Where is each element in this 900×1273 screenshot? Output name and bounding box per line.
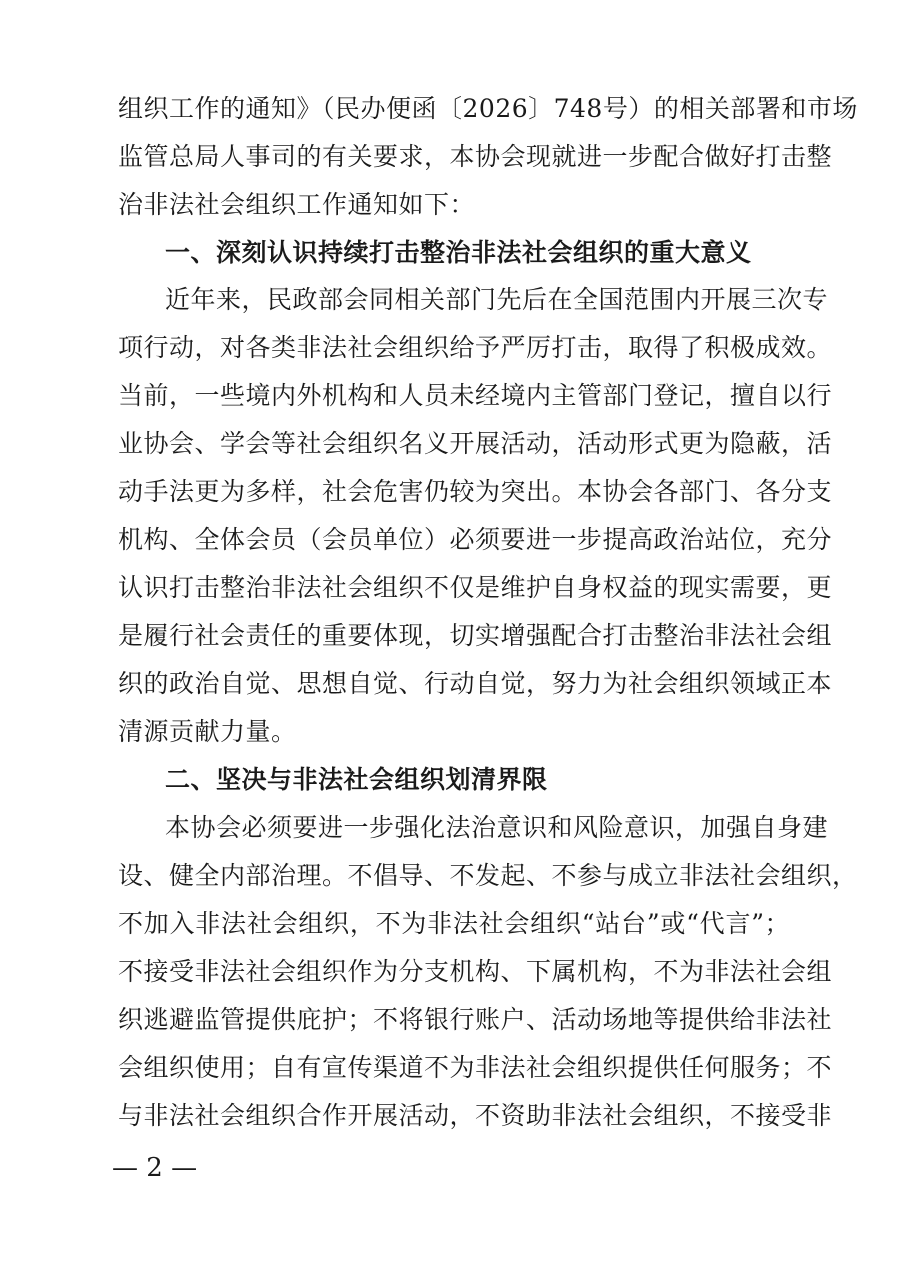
- body-text-line: 机构、全体会员（会员单位）必须要进一步提高政治站位，充分: [118, 525, 833, 554]
- body-text-line: 组织工作的通知》（民办便函〔2026〕748号）的相关部署和市场: [118, 94, 858, 123]
- body-text-line: 本协会必须要进一步强化法治意识和风险意识，加强自身建: [165, 813, 829, 842]
- body-text-line: 当前，一些境内外机构和人员未经境内主管部门登记，擅自以行: [118, 381, 833, 410]
- body-text-line: 不加入非法社会组织，不为非法社会组织“站台”或“代言”；: [118, 909, 790, 938]
- body-text-line: 清源贡献力量。: [118, 717, 297, 746]
- page-number: — 2 —: [112, 1153, 198, 1183]
- body-text-line: 是履行社会责任的重要体现，切实增强配合打击整治非法社会组: [118, 621, 833, 650]
- body-text-line-last: 与非法社会组织合作开展活动，不资助非法社会组织，不接受非: [118, 1101, 833, 1130]
- body-text-line: 近年来，民政部会同相关部门先后在全国范围内开展三次专: [165, 285, 829, 314]
- body-text-line: 认识打击整治非法社会组织不仅是维护自身权益的现实需要，更: [118, 573, 833, 602]
- section-heading: 二、坚决与非法社会组织划清界限: [165, 765, 548, 794]
- body-text-line: 织逃避监管提供庇护；不将银行账户、活动场地等提供给非法社: [118, 1005, 833, 1034]
- body-text-line: 动手法更为多样，社会危害仍较为突出。本协会各部门、各分支: [118, 477, 833, 506]
- section-heading: 一、深刻认识持续打击整治非法社会组织的重大意义: [165, 238, 752, 267]
- body-text-line: 监管总局人事司的有关要求，本协会现就进一步配合做好打击整: [118, 142, 833, 171]
- body-text-line: 不接受非法社会组织作为分支机构、下属机构，不为非法社会组: [118, 957, 833, 986]
- body-text-line: 设、健全内部治理。不倡导、不发起、不参与成立非法社会组织，: [118, 861, 858, 890]
- body-text-line: 业协会、学会等社会组织名义开展活动，活动形式更为隐蔽，活: [118, 429, 833, 458]
- body-text-line: 治非法社会组织工作通知如下：: [118, 190, 476, 219]
- body-text-line: 会组织使用；自有宣传渠道不为非法社会组织提供任何服务；不: [118, 1053, 833, 1082]
- body-text-line: 项行动，对各类非法社会组织给予严厉打击，取得了积极成效。: [118, 333, 833, 362]
- body-text-line: 织的政治自觉、思想自觉、行动自觉，努力为社会组织领域正本: [118, 669, 833, 698]
